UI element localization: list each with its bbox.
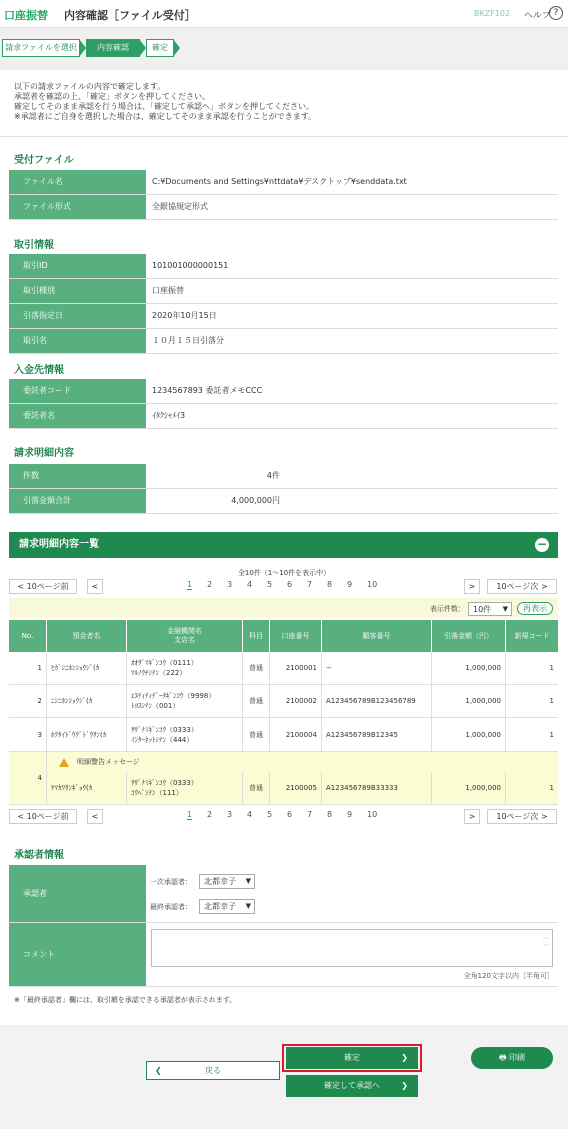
cell-no: 2	[9, 685, 47, 717]
label: 取引種別	[9, 279, 146, 303]
cell-amount: 1,000,000	[432, 685, 506, 717]
detail-list-title: 請求明細内容一覧	[19, 539, 99, 550]
page-9[interactable]: 9	[347, 810, 353, 819]
col-account: 口座番号	[270, 620, 322, 652]
row-comment	[9, 923, 558, 987]
service-name: 口座振替	[4, 9, 48, 22]
col-amount: 引落金額（円）	[432, 620, 506, 652]
cell-depositor: ﾎｸﾀｲﾄﾞｳｸﾞﾄﾞｳｻﾝ(ｶ	[47, 718, 127, 751]
section-heading-approver: 承認者情報	[14, 850, 64, 861]
label: 件数	[9, 464, 146, 488]
cell-bank	[127, 652, 243, 684]
row-trade-name	[9, 329, 558, 354]
final-approver-select[interactable]: 北都幸子 ▼	[199, 899, 255, 914]
footer-actions	[0, 1025, 568, 1129]
cell-type: 普通	[243, 652, 270, 684]
value: １０月１５日引落分	[146, 329, 558, 353]
per-page-select[interactable]	[468, 602, 512, 616]
value: C:¥Documents and Settings¥nttdata¥デスクトップ¥senddata.txt	[146, 170, 558, 194]
cell-depositor: ﾆｼﾆﾎﾝｼｮｳｼﾞ(ｶ	[47, 685, 127, 717]
prev-10-pages-button-bottom[interactable]	[9, 809, 77, 824]
label: 承認者	[9, 865, 146, 922]
table-row	[9, 718, 558, 752]
warning-icon	[59, 758, 69, 767]
row-consignor-name	[9, 404, 558, 429]
cell-no: 3	[9, 718, 47, 751]
page-4[interactable]: 4	[247, 580, 253, 589]
page-2[interactable]: 2	[207, 810, 213, 819]
intro-line: 確定してそのまま承認を行う場合は、「確定して承認へ」ボタンを押してください。	[14, 102, 314, 111]
confirm-label: 確定	[344, 1053, 360, 1062]
prev-page-button-bottom[interactable]: <	[87, 809, 103, 824]
step-select-file: 請求ファイルを選択	[2, 39, 80, 57]
chevron-down-icon: ▼	[502, 605, 508, 613]
cell-customer: −	[322, 652, 432, 684]
branch-name: ｲﾝﾀｰﾈｯﾄｼﾃﾝ（444）	[131, 735, 194, 744]
value: 口座振替	[146, 279, 558, 303]
help-icon[interactable]: ?	[549, 6, 563, 20]
table-row	[9, 685, 558, 718]
intro-text	[14, 82, 316, 122]
row-approver	[9, 865, 558, 923]
section-heading-payee: 入金先情報	[14, 365, 64, 376]
label: 取引ID	[9, 254, 146, 278]
approver-note: ※「最終承認者」欄には、取引額を承認できる承認者が表示されます。	[14, 996, 237, 1004]
comment-hint: 全角120文字以内［半角可］	[463, 972, 554, 980]
row-count	[9, 464, 558, 489]
prev-10-label: 10ページ前	[26, 582, 69, 591]
page-8[interactable]: 8	[327, 580, 333, 589]
col-new-code: 新規コード	[506, 620, 558, 652]
value: 4,000,000円	[146, 489, 558, 513]
cell-account: 2100001	[270, 652, 322, 684]
cell-depositor: ﾋｶﾞｼﾆﾎﾝｼｮｳｼﾞ(ｶ	[47, 652, 127, 684]
cell-new-code: 1	[549, 664, 554, 672]
cell-amount: 1,000,000	[432, 652, 506, 684]
chevron-right-icon: >	[540, 582, 548, 591]
prev-10-label: 10ページ前	[26, 812, 69, 821]
page-8[interactable]: 8	[327, 810, 333, 819]
first-approver-label: 一次承認者：	[150, 878, 192, 886]
page-3[interactable]: 3	[227, 580, 233, 589]
step-finalize: 確定	[146, 39, 174, 57]
row-total-amount	[9, 489, 558, 514]
label: 取引名	[9, 329, 146, 353]
step-confirm-content: 内容確認	[86, 39, 140, 57]
page-3[interactable]: 3	[227, 810, 233, 819]
col-depositor: 預金者名	[47, 620, 127, 652]
cell-no: 1	[9, 652, 47, 684]
page-title: 内容確認［ファイル受付］	[64, 9, 196, 22]
row-trade-id	[9, 254, 558, 279]
section-heading-file: 受付ファイル	[14, 155, 74, 166]
bank-name: ｻｻﾞﾅﾐｷﾞﾝｺｳ（0333）	[131, 779, 198, 787]
label: ファイル形式	[9, 195, 146, 219]
page-4[interactable]: 4	[247, 810, 253, 819]
cell-type: 普通	[243, 685, 270, 717]
next-page-button[interactable]: >	[464, 579, 480, 594]
page-10[interactable]: 10	[367, 580, 378, 589]
table-row	[9, 652, 558, 685]
value: 全銀協規定形式	[146, 195, 558, 219]
intro-line: ※承認者にご自身を選択した場合は、確定してそのまま承認を行うことができます。	[14, 112, 317, 121]
back-button[interactable]	[146, 1061, 280, 1080]
next-10-label: 10ページ次	[496, 582, 539, 591]
row-file-format	[9, 195, 558, 220]
chevron-left-icon: <	[17, 812, 25, 821]
print-button[interactable]	[471, 1047, 553, 1069]
cell-bank	[127, 685, 243, 717]
row-warning	[47, 752, 558, 772]
collapse-icon[interactable]: −	[536, 537, 548, 551]
label: 委託者名	[9, 404, 146, 428]
cell-account: 2100005	[270, 772, 322, 804]
cell-type: 普通	[243, 718, 270, 751]
label: ファイル名	[9, 170, 146, 194]
redisplay-button[interactable]: 再表示	[517, 602, 553, 615]
cell-customer: A123456789B123456789	[322, 685, 432, 717]
bank-name: ｴﾇﾃｨﾃｨﾃﾞｰﾀｷﾞﾝｺｳ（9998）	[131, 692, 216, 700]
cell-customer: A123456789B33333	[322, 772, 432, 804]
cell-amount: 1,000,000	[432, 772, 506, 804]
row-debit-date	[9, 304, 558, 329]
cell-new-code: 1	[549, 730, 554, 739]
col-type: 科目	[243, 620, 270, 652]
per-page-value: 10件	[473, 605, 492, 614]
section-heading-summary: 請求明細内容	[14, 448, 74, 459]
cell-type: 普通	[243, 772, 270, 804]
prev-page-button[interactable]: <	[87, 579, 103, 594]
page-1[interactable]: 1	[187, 580, 193, 589]
prev-10-pages-button[interactable]	[9, 579, 77, 594]
next-10-label: 10ページ次	[496, 812, 539, 821]
col-no: No.	[9, 620, 47, 652]
row-trade-type	[9, 279, 558, 304]
cell-bank	[127, 772, 243, 804]
cell-new-code: 1	[549, 697, 554, 705]
page-9[interactable]: 9	[347, 580, 353, 589]
page-1[interactable]: 1	[187, 810, 193, 819]
page-10[interactable]: 10	[367, 810, 378, 819]
cell-new-code: 1	[549, 784, 554, 792]
row-file-name	[9, 170, 558, 195]
table-row	[47, 772, 558, 805]
value: 1234567893 委託者メモCCC	[146, 379, 558, 403]
page-2[interactable]: 2	[207, 580, 213, 589]
page-6[interactable]: 6	[287, 810, 293, 819]
row-consignor-code	[9, 379, 558, 404]
label: 委託者コード	[9, 379, 146, 403]
screen-id: BKZF102	[474, 9, 511, 18]
value: 2020年10月15日	[146, 304, 558, 328]
col-bank-branch: 金融機関名 支店名	[127, 620, 243, 652]
chevron-right-icon: >	[540, 812, 548, 821]
cell-amount: 1,000,000	[432, 718, 506, 751]
cell-account: 2100004	[270, 718, 322, 751]
chevron-right-icon: ❯	[401, 1053, 408, 1062]
label: 引落金額合計	[9, 489, 146, 513]
cell-customer: A123456789B12345	[322, 718, 432, 751]
help-link[interactable]: ヘルプ	[524, 11, 552, 21]
header-bar	[0, 0, 568, 28]
cell-depositor: ﾔﾏｶﾜｻﾝｷﾞｮｳ(ｶ	[47, 772, 127, 804]
cell-bank	[127, 718, 243, 751]
final-approver-label: 最終承認者：	[150, 903, 192, 911]
divider	[0, 136, 568, 137]
confirm-button[interactable]	[286, 1047, 418, 1069]
print-label: 印刷	[509, 1053, 526, 1062]
bank-name: ｵｵｻﾞﾏｷﾞﾝｺｳ（0111）	[131, 659, 198, 667]
page-6[interactable]: 6	[287, 580, 293, 589]
next-page-button-bottom[interactable]: >	[464, 809, 480, 824]
back-label: 戻る	[205, 1066, 221, 1075]
branch-name: ｺｳﾍﾞｼﾃﾝ（111）	[131, 789, 183, 797]
cell-account: 2100002	[270, 685, 322, 717]
detail-list-header	[9, 532, 558, 558]
value: 4件	[146, 464, 558, 488]
warning-text: 明細警告メッセージ	[77, 758, 140, 766]
value: ｲﾀｸｼｬﾒｲ3	[146, 404, 558, 428]
branch-name: ﾏﾙﾉｳﾁｼﾃﾝ（222）	[131, 669, 187, 677]
confirm-and-approve-button[interactable]	[286, 1075, 418, 1097]
chevron-left-icon: <	[17, 582, 25, 591]
page-5[interactable]: 5	[267, 580, 273, 589]
result-count: 全10件（1〜10件を表示中）	[237, 569, 331, 577]
intro-line: 以下の請求ファイルの内容で確定します。	[14, 82, 166, 91]
scroll-arrows-icon[interactable]: ︿ ﹀	[543, 934, 550, 951]
first-approver-select[interactable]: 北都幸子 ▼	[199, 874, 255, 889]
bank-name: ｻｻﾞﾅﾐｷﾞﾝｺｳ（0333）	[131, 725, 198, 734]
chevron-left-icon: ❮	[155, 1066, 162, 1075]
confirm-approve-label: 確定して承認へ	[324, 1081, 380, 1090]
per-page-label: 表示件数：	[430, 605, 465, 613]
col-customer: 顧客番号	[322, 620, 432, 652]
page-5[interactable]: 5	[267, 810, 273, 819]
next-10-pages-button-bottom[interactable]	[487, 809, 557, 824]
label: 引落指定日	[9, 304, 146, 328]
label: コメント	[9, 923, 146, 986]
value: 101001000000151	[146, 254, 558, 278]
chevron-right-icon: ❯	[401, 1081, 408, 1090]
page-7[interactable]: 7	[307, 810, 313, 819]
page-7[interactable]: 7	[307, 580, 313, 589]
next-10-pages-button[interactable]	[487, 579, 557, 594]
section-heading-trade: 取引情報	[14, 240, 54, 251]
branch-name: ﾄﾖｽｼﾃﾝ（001）	[131, 702, 180, 710]
comment-textarea[interactable]	[151, 929, 553, 967]
cell-no: 4	[9, 752, 47, 805]
printer-icon: 🖶	[498, 1053, 507, 1062]
intro-line: 承認者を確認の上、「確定」ボタンを押してください。	[14, 92, 210, 101]
